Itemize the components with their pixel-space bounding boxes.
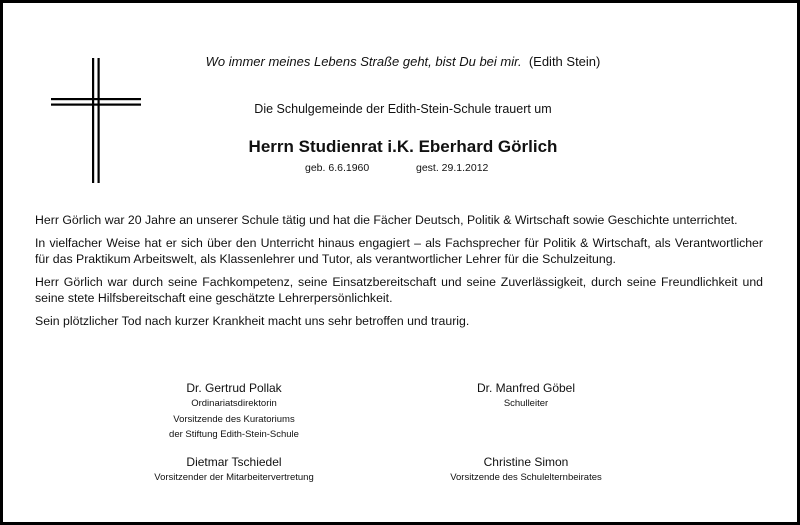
signatory-goebel — [411, 380, 641, 412]
quote-text: Wo immer meines Lebens Straße geht, bist Du bei mir. — [205, 54, 522, 69]
signatory-role: Vorsitzende des Kuratoriums — [173, 413, 295, 425]
quote — [183, 54, 623, 69]
signatory-role: Vorsitzende des Schulelternbeirates — [450, 472, 602, 483]
birth-date: geb. 6.6.1960 — [305, 162, 370, 174]
mourning-line: Die Schulgemeinde der Edith-Stein-Schule trauert um — [254, 102, 552, 116]
deceased-name: Herrn Studienrat i.K. Eberhard Görlich — [248, 137, 558, 156]
paragraph: Sein plötzlicher Tod nach kurzer Krankheit macht uns sehr betroffen und traurig. — [35, 313, 470, 328]
paragraph: Herr Görlich war 20 Jahre an unserer Schule tätig und hat die Fächer Deutsch, Politik & Wirtschaft sowie Geschichte unterrichtet. — [35, 213, 738, 227]
signatory-role: Ordinariatsdirektorin — [191, 398, 277, 409]
obituary-text — [35, 212, 763, 335]
signatory-name: Dr. Gertrud Pollak — [186, 381, 282, 395]
paragraph: Herr Görlich war durch seine Fachkompetenz, seine Einsatzbereitschaft und seine Zuverlässigkeit, durch seine Freundlichkeit und seine stete Hilfsbereitschaft eine geschätzte Lehrerpersönlichkeit. — [35, 274, 763, 305]
signatory-name: Christine Simon — [483, 455, 569, 469]
signatory-role: der Stiftung Edith-Stein-Schule — [169, 429, 299, 440]
signatory-pollak — [119, 380, 349, 443]
paragraph: In vielfacher Weise hat er sich über den Unterricht hinaus engagiert – als Fachsprecher für Politik & Wirtschaft, als Verantwortlicher für das Praktikum Arbeitswelt, als Klassenlehrer und Tutor, als verantwortlicher Lehrer für die Schulzeitung. — [35, 235, 763, 266]
quote-author: (Edith Stein) — [528, 54, 601, 69]
signatory-simon — [411, 454, 641, 486]
life-dates — [303, 162, 503, 176]
death-date: gest. 29.1.2012 — [416, 162, 489, 174]
signatory-role: Schulleiter — [503, 398, 549, 409]
signatory-tschiedel — [119, 454, 349, 486]
signatory-name: Dietmar Tschiedel — [186, 455, 282, 469]
cross-icon — [51, 58, 141, 183]
signatory-role: Vorsitzender der Mitarbeitervertretung — [154, 472, 314, 483]
signatory-name: Dr. Manfred Göbel — [476, 381, 576, 395]
